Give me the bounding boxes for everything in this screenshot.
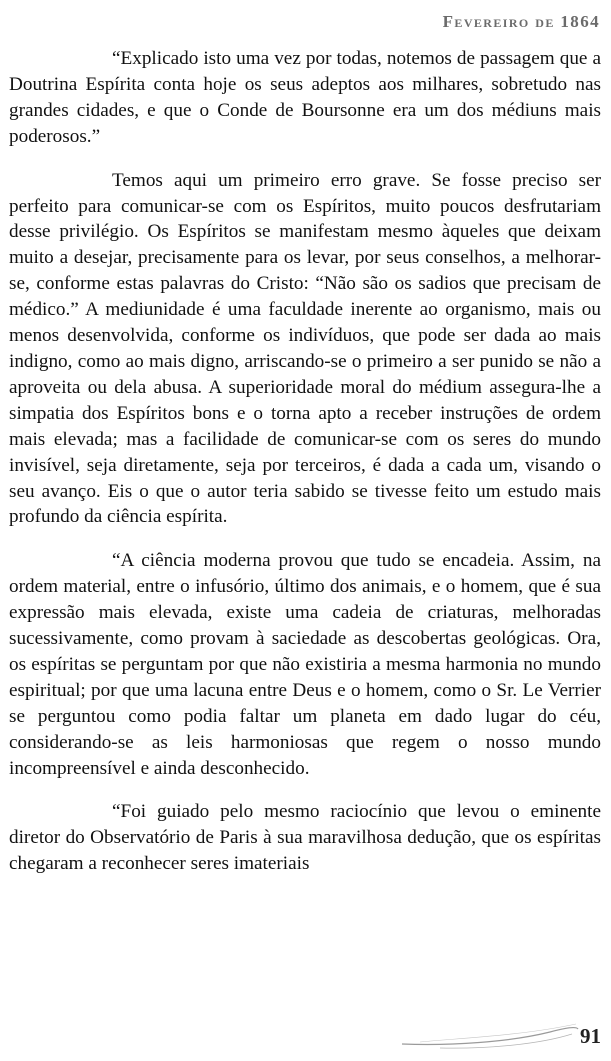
running-head: Fevereiro de 1864 [442, 12, 600, 31]
paragraph-1: “Explicado isto uma vez por todas, notemos de passagem que a Doutrina Espírita conta hoje os seus adeptos aos milhares, sobretudo nas grandes cidades, e que o Conde de Boursonne era um dos médiuns mais poderosos.” [9, 48, 601, 147]
body-text [9, 46, 601, 895]
paragraph-2: Temos aqui um primeiro erro grave. Se fosse preciso ser perfeito para comunicar-se com os Espíritos, muito poucos desfrutariam desse privilégio. Os Espíritos se manifestam mesmo àqueles que deixam muito a desejar, precisamente para os levar, por seus conselhos, a melhorar-se, conforme estas palavras do Cristo: “Não são os sadios que precisam de médico.” A mediunidade é uma faculdade inerente ao organismo, mais ou menos desenvolvida, conforme os indivíduos, que pode ser dada ao mais indigno, como ao mais digno, arriscando-se o primeiro a ser punido se não a aproveita ou dela abusa. A superioridade moral do médium assegura-lhe a simpatia dos Espíritos bons e o torna apto a receber instruções de ordem mais elevada; mas a facilidade de comunicar-se com os seres do mundo invisível, seja diretamente, seja por terceiros, é dada a cada um, visando o seu avanço. Eis o que o autor teria sabido se tivesse feito um estudo mais profundo da ciência espírita. [9, 169, 601, 528]
footer-swash-ornament [400, 1022, 580, 1052]
paragraph-4: “Foi guiado pelo mesmo raciocínio que levou o eminente diretor do Observatório de Paris à sua maravilhosa dedução, que os espíritas chegaram a reconhecer seres imateriais [9, 801, 601, 875]
page-number: 91 [580, 1024, 601, 1048]
paragraph-3: “A ciência moderna provou que tudo se encadeia. Assim, na ordem material, entre o infusório, último dos animais, e o homem, que é sua expressão mais elevada, existe uma cadeia de criaturas, melhoradas sucessivamente, como provam à saciedade as descobertas geológicas. Ora, os espíritas se perguntam por que não existiria a mesma harmonia no mundo espiritual; por que uma lacuna entre Deus e o homem, como o Sr. Le Verrier se perguntou como podia faltar um planeta em dado lugar do céu, considerando-se as leis harmoniosas que regem o nosso mundo incompreensível e ainda desconhecido. [9, 550, 601, 779]
